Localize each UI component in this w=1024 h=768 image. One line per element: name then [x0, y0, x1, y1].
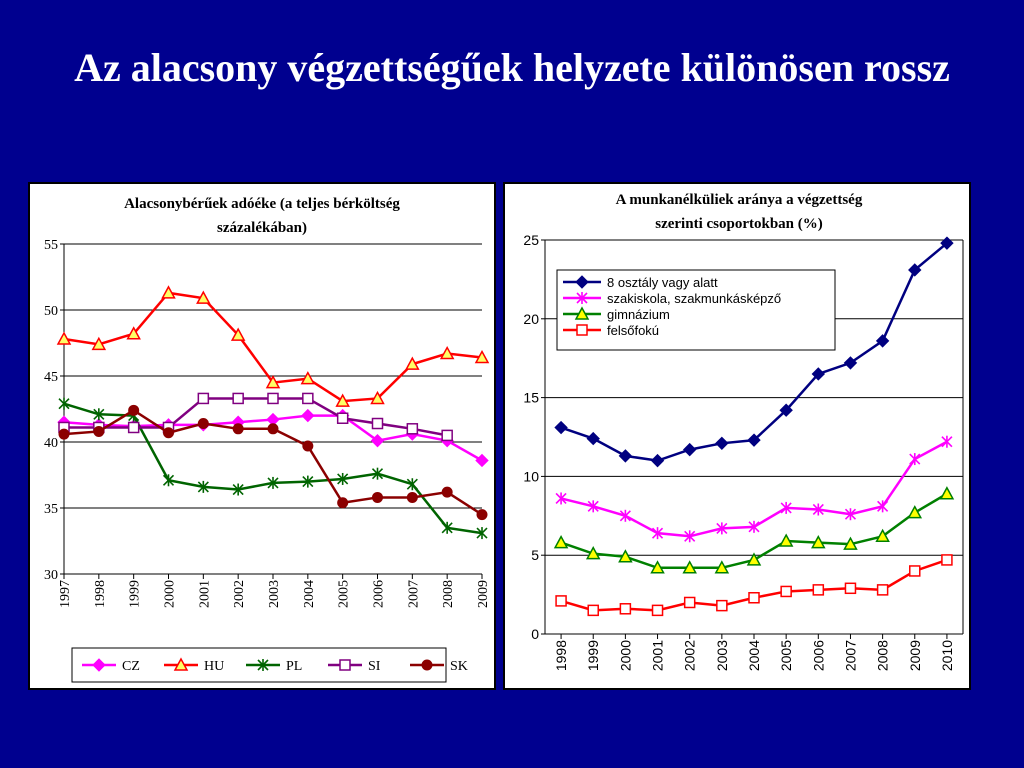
point-fels-fok-2005	[781, 586, 791, 596]
legend-label-pl: PL	[286, 659, 303, 674]
point-sk-2005	[338, 498, 348, 508]
point-fels-fok-2004	[749, 593, 759, 603]
point-fels-fok-2008	[878, 585, 888, 595]
point-8-oszt-ly-vagy-alatt-2000	[619, 450, 631, 462]
x-tick-1997: 1997	[58, 580, 73, 608]
x-tick-2007: 2007	[406, 580, 422, 608]
point-sk-2000	[164, 428, 174, 438]
point-fels-fok-1999	[588, 605, 598, 615]
point-si-2007	[407, 424, 417, 434]
point-si-2003	[268, 393, 278, 403]
point-si-2001	[198, 393, 208, 403]
legend-label-8-oszt-ly-vagy-alatt: 8 osztály vagy alatt	[607, 275, 718, 290]
x-tick-2000: 2000	[162, 580, 178, 608]
point-si-2004	[303, 393, 313, 403]
point-sk-2008	[442, 487, 452, 497]
point-sk-1998	[94, 426, 104, 436]
x-tick-2010: 2010	[938, 640, 955, 672]
x-tick-2007: 2007	[842, 640, 859, 672]
x-tick-2008: 2008	[874, 640, 891, 672]
x-tick-2001: 2001	[649, 640, 666, 672]
point-cz-2009	[476, 454, 488, 466]
y-tick-5: 5	[531, 547, 539, 564]
chart-title-line-2: százalékában)	[217, 220, 307, 236]
point-8-oszt-ly-vagy-alatt-1998	[555, 422, 567, 434]
legend-label-fels-fok: felsőfokú	[607, 323, 660, 338]
y-tick-25: 25	[523, 232, 539, 248]
y-tick-45: 45	[44, 370, 58, 385]
x-tick-2004: 2004	[301, 580, 317, 608]
x-tick-2002: 2002	[681, 640, 698, 672]
x-tick-2006: 2006	[810, 640, 827, 672]
legend-marker-sk	[422, 660, 432, 670]
point-sk-2009	[477, 510, 487, 520]
point-sk-2001	[198, 419, 208, 429]
x-tick-2009: 2009	[476, 580, 491, 608]
tax-wedge-chart-panel	[28, 182, 496, 690]
series-hu	[58, 287, 488, 406]
point-sk-2004	[303, 441, 313, 451]
point-8-oszt-ly-vagy-alatt-1999	[587, 433, 599, 445]
slide-title: Az alacsony végzettségűek helyzete különösen rossz	[74, 45, 950, 90]
legend-label-si: SI	[368, 659, 381, 674]
x-tick-1998: 1998	[92, 580, 108, 608]
point-si-2005	[338, 413, 348, 423]
point-8-oszt-ly-vagy-alatt-2003	[716, 437, 728, 449]
y-tick-10: 10	[523, 468, 539, 485]
y-tick-50: 50	[44, 304, 58, 319]
legend-label-gimn-zium: gimnázium	[607, 307, 670, 322]
point-si-2006	[373, 419, 383, 429]
unemployment-chart	[505, 184, 969, 688]
y-tick-0: 0	[531, 626, 539, 642]
y-tick-15: 15	[523, 389, 539, 406]
point-sk-2006	[373, 492, 383, 502]
point-gimn-zium-2009	[909, 507, 921, 518]
point-fels-fok-2000	[620, 604, 630, 614]
series-si	[59, 393, 452, 440]
point-si-1999	[129, 422, 139, 432]
x-tick-1999: 1999	[585, 640, 602, 672]
legend-label-hu: HU	[204, 659, 225, 674]
point-sk-1997	[59, 429, 69, 439]
x-tick-2003: 2003	[267, 580, 282, 608]
point-gimn-zium-1998	[555, 537, 567, 548]
legend-label-szakiskola-szakmunk-sk-pz: szakiskola, szakmunkásképző	[607, 291, 782, 306]
chart-title-line-1: Alacsonybérűek adóéke (a teljes bérköltség	[124, 196, 400, 212]
legend	[557, 270, 835, 350]
tax-wedge-chart	[30, 184, 494, 688]
point-fels-fok-2003	[717, 601, 727, 611]
x-tick-2001: 2001	[197, 580, 213, 608]
point-sk-1999	[129, 405, 139, 415]
legend-label-cz: CZ	[122, 659, 140, 674]
unemployment-chart-panel	[503, 182, 971, 690]
x-tick-2006: 2006	[371, 580, 387, 608]
x-tick-1998: 1998	[553, 640, 570, 672]
point-szakiskola-szakmunk-sk-pz-2010	[942, 436, 952, 448]
y-tick-55: 55	[44, 238, 58, 253]
point-fels-fok-2007	[845, 583, 855, 593]
point-cz-2004	[302, 410, 314, 422]
point-8-oszt-ly-vagy-alatt-2001	[652, 455, 664, 467]
x-tick-2004: 2004	[746, 640, 762, 672]
x-tick-2003: 2003	[713, 640, 730, 672]
x-tick-2002: 2002	[232, 580, 248, 608]
point-fels-fok-2006	[813, 585, 823, 595]
point-fels-fok-2009	[910, 566, 920, 576]
x-tick-2000: 2000	[617, 640, 634, 672]
y-tick-30: 30	[44, 568, 58, 583]
x-tick-2005: 2005	[778, 640, 795, 672]
y-tick-35: 35	[44, 502, 58, 517]
x-tick-2005: 2005	[336, 580, 352, 608]
point-fels-fok-2001	[653, 605, 663, 615]
point-fels-fok-1998	[556, 596, 566, 606]
point-gimn-zium-2010	[941, 488, 953, 499]
legend-marker-si	[340, 660, 350, 670]
point-fels-fok-2002	[685, 597, 695, 607]
legend-label-sk: SK	[450, 659, 468, 674]
y-tick-20: 20	[523, 310, 539, 327]
point-sk-2002	[233, 424, 243, 434]
x-tick-2009: 2009	[906, 640, 923, 672]
y-tick-40: 40	[44, 436, 58, 451]
point-szakiskola-szakmunk-sk-pz-2009	[910, 453, 920, 465]
legend	[72, 648, 468, 682]
x-tick-2008: 2008	[441, 580, 457, 608]
chart-title-line-1: A munkanélküliek aránya a végzettség	[615, 192, 863, 208]
point-sk-2003	[268, 424, 278, 434]
point-si-2002	[233, 393, 243, 403]
x-tick-1999: 1999	[127, 580, 143, 608]
point-sk-2007	[407, 492, 417, 502]
point-fels-fok-2010	[942, 555, 952, 565]
legend-marker-fels-fok	[577, 325, 587, 335]
chart-title-line-2: szerinti csoportokban (%)	[655, 216, 823, 232]
point-8-oszt-ly-vagy-alatt-2002	[684, 444, 696, 456]
point-si-2008	[442, 430, 452, 440]
